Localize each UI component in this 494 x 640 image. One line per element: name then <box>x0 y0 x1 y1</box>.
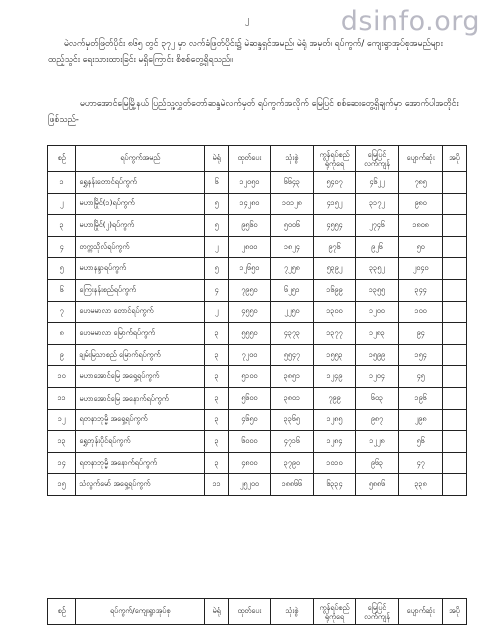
header-difference <box>314 599 355 625</box>
row-ground-remaining: ၃၁၇၂ <box>355 193 399 215</box>
row-difference: ၁၆၉၉ <box>314 279 355 301</box>
row-issued: ၅၆၀၀ <box>229 387 270 409</box>
row-ground-remaining: ၁၂၈၃ <box>355 323 399 345</box>
row-ward-name: ရွှေဘုန်းပိုင်ရပ်ကွက် <box>76 431 205 453</box>
row-used: ၁၈၂၄ <box>270 236 314 258</box>
row-difference: ၆၃၃၄ <box>314 474 355 496</box>
row-serial: ၁၅ <box>48 474 76 496</box>
row-serial: ၁ <box>48 172 76 194</box>
row-difference: ၄၁၅၂ <box>314 193 355 215</box>
header-difference <box>314 146 355 172</box>
row-extra <box>442 236 466 258</box>
row-used: ၃၈၀၁ <box>270 387 314 409</box>
row-ward-name: မဟာနန္ဒာရပ်ကွက် <box>76 258 205 280</box>
row-booths: ၅ <box>205 193 229 215</box>
row-difference: ၅၃၉၂ <box>314 258 355 280</box>
row-serial: ၁၂ <box>48 409 76 431</box>
row-booths: ၃ <box>205 387 229 409</box>
row-difference: ၁၂၈၅ <box>314 409 355 431</box>
row-extra <box>442 409 466 431</box>
row-ward-name: ကြေးနန်းစည်ရပ်ကွက် <box>76 279 205 301</box>
row-ward-name: မဟာမြိုင်(၂)ရပ်ကွက် <box>76 215 205 237</box>
row-missing: ၃၃၈ <box>399 474 443 496</box>
table-row <box>48 431 467 453</box>
row-extra <box>442 474 466 496</box>
table-row <box>48 323 467 345</box>
row-missing: ၁၀၀ <box>399 301 443 323</box>
row-issued: ၂၅၂၀၀ <box>229 474 270 496</box>
row-missing: ၂၉၈ <box>399 409 443 431</box>
row-extra <box>442 215 466 237</box>
row-missing: ၅၀ <box>399 236 443 258</box>
row-serial: ၁၀ <box>48 366 76 388</box>
row-used: ၃၃၆၅ <box>270 409 314 431</box>
row-booths: ၂ <box>205 236 229 258</box>
row-booths: ၃ <box>205 431 229 453</box>
row-issued: ၆၀၀၀ <box>229 431 270 453</box>
row-missing: ၅၆ <box>399 431 443 453</box>
row-used: ၃၈၅၁ <box>270 366 314 388</box>
row-difference: ၇၉၉ <box>314 387 355 409</box>
row-issued: ၄၅၅၀ <box>229 301 270 323</box>
header-ground-remaining <box>355 599 399 625</box>
row-missing: ၄၇ <box>399 452 443 474</box>
row-used: ၃၇၉၀ <box>270 452 314 474</box>
row-used: ၆၂၅၁ <box>270 279 314 301</box>
header-ground-line-1: မြေပြင် <box>367 149 387 159</box>
row-ground-remaining: ၃၃၅၂ <box>355 258 399 280</box>
header-booths: မဲရုံ <box>205 599 229 625</box>
table-row <box>48 172 467 194</box>
row-extra <box>442 366 466 388</box>
row-serial: ၈ <box>48 323 76 345</box>
header-ward-village-group: ရပ်ကွက်/ကျေးရွာအုပ်စု <box>76 599 205 625</box>
row-missing: ၁၈၀၈ <box>399 215 443 237</box>
row-ground-remaining: ၁၃၅၅ <box>355 279 399 301</box>
row-booths: ၃ <box>205 409 229 431</box>
table-row <box>48 387 467 409</box>
row-extra <box>442 323 466 345</box>
row-used: ၇၂၅၈ <box>270 258 314 280</box>
row-extra <box>442 431 466 453</box>
row-used: ၅၀၀၆ <box>270 215 314 237</box>
row-ward-name: သံလွက်မော် အရှေ့ရပ်ကွက် <box>76 474 205 496</box>
row-difference: ၁၅၅၃ <box>314 344 355 366</box>
row-booths: ၂ <box>205 301 229 323</box>
row-serial: ၁၄ <box>48 452 76 474</box>
row-used: ၁၀၁၂၈ <box>270 193 314 215</box>
row-booths: ၅ <box>205 258 229 280</box>
row-booths: ၁၁ <box>205 474 229 496</box>
row-missing: ၃၄၄ <box>399 279 443 301</box>
row-used: ၂၂၅၀ <box>270 301 314 323</box>
row-difference: ၄၅၅၄ <box>314 215 355 237</box>
row-booths: ၅ <box>205 215 229 237</box>
row-issued: ၁၂၀၅၀ <box>229 172 270 194</box>
row-issued: ၄၆၅၀ <box>229 409 270 431</box>
header-extra: အပို <box>442 146 466 172</box>
row-booths: ၃ <box>205 452 229 474</box>
row-ground-remaining: ၄၆၂၂ <box>355 172 399 194</box>
row-ward-name: ရတနာဘုမ္မိ အနောက်ရပ်ကွက် <box>76 452 205 474</box>
header-ground-line-1: မြေပြင် <box>367 602 387 612</box>
row-ground-remaining: ၁၂၂၈ <box>355 431 399 453</box>
row-used: ၄၇၁၆ <box>270 431 314 453</box>
row-extra <box>442 258 466 280</box>
row-difference: ၁၃၇၇ <box>314 323 355 345</box>
table-row <box>48 279 467 301</box>
row-difference: ၅၄၀၇ <box>314 172 355 194</box>
table-row <box>48 409 467 431</box>
row-booths: ၃ <box>205 366 229 388</box>
row-issued: ၇၉၅၀ <box>229 279 270 301</box>
row-missing: ၁၉၆ <box>399 387 443 409</box>
header-serial: စဉ် <box>48 599 76 625</box>
header-ward-name: ရပ်ကွက်အမည် <box>76 146 205 172</box>
row-missing: ၉၈၀ <box>399 193 443 215</box>
row-ground-remaining: ၁၅၉၉ <box>355 344 399 366</box>
row-used: ၆၆၄၃ <box>270 172 314 194</box>
row-ground-remaining: ၆၀၃ <box>355 387 399 409</box>
row-ward-name: ရတနာဘုမ္မိ အရှေ့ရပ်ကွက် <box>76 409 205 431</box>
header-booths: မဲရုံ <box>205 146 229 172</box>
row-serial: ၄ <box>48 236 76 258</box>
table-row <box>48 301 467 323</box>
continued-header-row <box>48 599 467 625</box>
row-serial: ၂ <box>48 193 76 215</box>
row-extra <box>442 279 466 301</box>
row-extra <box>442 172 466 194</box>
row-ward-name: မဟာအောင်မြေ အနောက်ရပ်ကွက် <box>76 387 205 409</box>
row-ground-remaining: ၉၈၇ <box>355 409 399 431</box>
header-ground-line-2: လက်ကျန် <box>364 158 390 168</box>
row-ground-remaining: ၁၂၀၄ <box>355 366 399 388</box>
row-difference: ၁၀၁၀ <box>314 452 355 474</box>
row-difference: ၁၃၀၀ <box>314 301 355 323</box>
row-extra <box>442 301 466 323</box>
table-row <box>48 193 467 215</box>
row-difference: ၉၇၆ <box>314 236 355 258</box>
row-issued: ၅၅၅၀ <box>229 323 270 345</box>
header-difference-line-2: ရုံကုံရေ <box>324 611 345 621</box>
header-issued: ထုတ်ပေး <box>229 146 270 172</box>
header-missing: ပျောက်ဆုံး <box>399 146 443 172</box>
continued-table-header <box>47 598 467 625</box>
row-issued: ၂၈၀၀ <box>229 236 270 258</box>
row-issued: ၁၄၂၈၀ <box>229 193 270 215</box>
intro-paragraph-1: မဲလက်မှတ်ဖြတ်ပိုင်း ၈၆၅ တွင် ၃၇၂ မှာ လက်ခံဖြတ်ပိုင်း၌ မဲဆန္ဒရှင်အမည်၊ မဲရုံ အမှတ်၊ ရပ်ကွက်/ ကျေးရွာအုပ်စုအမည်များ ထည့်သွင်း ရေးသားထားခြင်း မရှိကြောင်း စိစစ်တွေ့ရှိရသည်။ <box>48 39 443 65</box>
site-watermark: dsinfo.org <box>340 6 480 37</box>
row-booths: ၆ <box>205 172 229 194</box>
row-used: ၄၃၇၃ <box>270 323 314 345</box>
row-ward-name: တက္ကသိုလ်ရပ်ကွက် <box>76 236 205 258</box>
row-booths: ၃ <box>205 344 229 366</box>
row-issued: ၉၅၆၀ <box>229 215 270 237</box>
row-serial: ၁၃ <box>48 431 76 453</box>
table-row <box>48 215 467 237</box>
row-booths: ၃ <box>205 323 229 345</box>
row-difference: ၁၂၈၄ <box>314 431 355 453</box>
row-serial: ၇ <box>48 301 76 323</box>
row-ward-name: ဟေမမာလာ တောင်ရပ်ကွက် <box>76 301 205 323</box>
row-extra <box>442 193 466 215</box>
header-difference-line-2: ရုံကုံရေ <box>324 158 345 168</box>
header-serial: စဉ် <box>48 146 76 172</box>
page-number: ၂ <box>244 15 250 25</box>
header-difference-line-1: ကွန်ရပ်စည် <box>319 149 350 159</box>
row-extra <box>442 387 466 409</box>
header-used: သုံးစွဲ <box>270 599 314 625</box>
row-ward-name: မဟာအောင်မြေ အရှေ့ရပ်ကွက် <box>76 366 205 388</box>
row-issued: ၇၂၀၀ <box>229 344 270 366</box>
row-issued: ၅၁၀၀ <box>229 366 270 388</box>
row-ward-name: ဟေမမာလာ မြောက်ရပ်ကွက် <box>76 323 205 345</box>
table-row <box>48 258 467 280</box>
row-extra <box>442 344 466 366</box>
row-booths: ၄ <box>205 279 229 301</box>
intro-paragraph-2: မဟာအောင်မြေမြို့နယ် ပြည်သူ့လွှတ်တော်ဆန္ဒမဲလက်မှတ် ရပ်ကွက်အလိုက် မြေပြင် စစ်ဆေးတွေ့ရှိချက်မှာ အောက်ပါအတိုင်းဖြစ်သည်- <box>48 99 459 125</box>
table-row <box>48 366 467 388</box>
row-used: ၁၈၈၆၆ <box>270 474 314 496</box>
table-row <box>48 452 467 474</box>
row-missing: ၄၅ <box>399 366 443 388</box>
row-serial: ၅ <box>48 258 76 280</box>
row-serial: ၁၁ <box>48 387 76 409</box>
row-used: ၅၅၄၇ <box>270 344 314 366</box>
row-serial: ၉ <box>48 344 76 366</box>
header-extra: အပို <box>442 599 466 625</box>
header-issued: ထုတ်ပေး <box>229 599 270 625</box>
header-ground-remaining <box>355 146 399 172</box>
row-ward-name: ချမ်းမြသာစည် မြောက်ရပ်ကွက် <box>76 344 205 366</box>
row-issued: ၁၂၆၅၀ <box>229 258 270 280</box>
table-row <box>48 236 467 258</box>
row-serial: ၃ <box>48 215 76 237</box>
row-ground-remaining: ၉၆၃ <box>355 452 399 474</box>
ballot-ward-table <box>47 145 467 496</box>
header-missing: ပျောက်ဆုံး <box>399 599 443 625</box>
table-row <box>48 344 467 366</box>
row-serial: ၆ <box>48 279 76 301</box>
row-ground-remaining: ၅၈၈၆ <box>355 474 399 496</box>
row-missing: ၂၀၄၀ <box>399 258 443 280</box>
header-used: သုံးစွဲ <box>270 146 314 172</box>
row-ward-name: မဟာမြိုင်(၁)ရပ်ကွက် <box>76 193 205 215</box>
row-extra <box>442 452 466 474</box>
row-ground-remaining: ၉၂၆ <box>355 236 399 258</box>
row-missing: ၉၄ <box>399 323 443 345</box>
header-difference-line-1: ကွန်ရပ်စည် <box>319 602 350 612</box>
row-ground-remaining: ၂၇၄၆ <box>355 215 399 237</box>
row-missing: ၁၅၄ <box>399 344 443 366</box>
row-missing: ၇၈၅ <box>399 172 443 194</box>
row-ground-remaining: ၁၂၀၀ <box>355 301 399 323</box>
table-row <box>48 474 467 496</box>
header-ground-line-2: လက်ကျန် <box>364 611 390 621</box>
table-header-row <box>48 146 467 172</box>
row-difference: ၁၂၄၉ <box>314 366 355 388</box>
row-issued: ၄၈၀၀ <box>229 452 270 474</box>
row-ward-name: ရွှေနန်းတောင်ရပ်ကွက် <box>76 172 205 194</box>
